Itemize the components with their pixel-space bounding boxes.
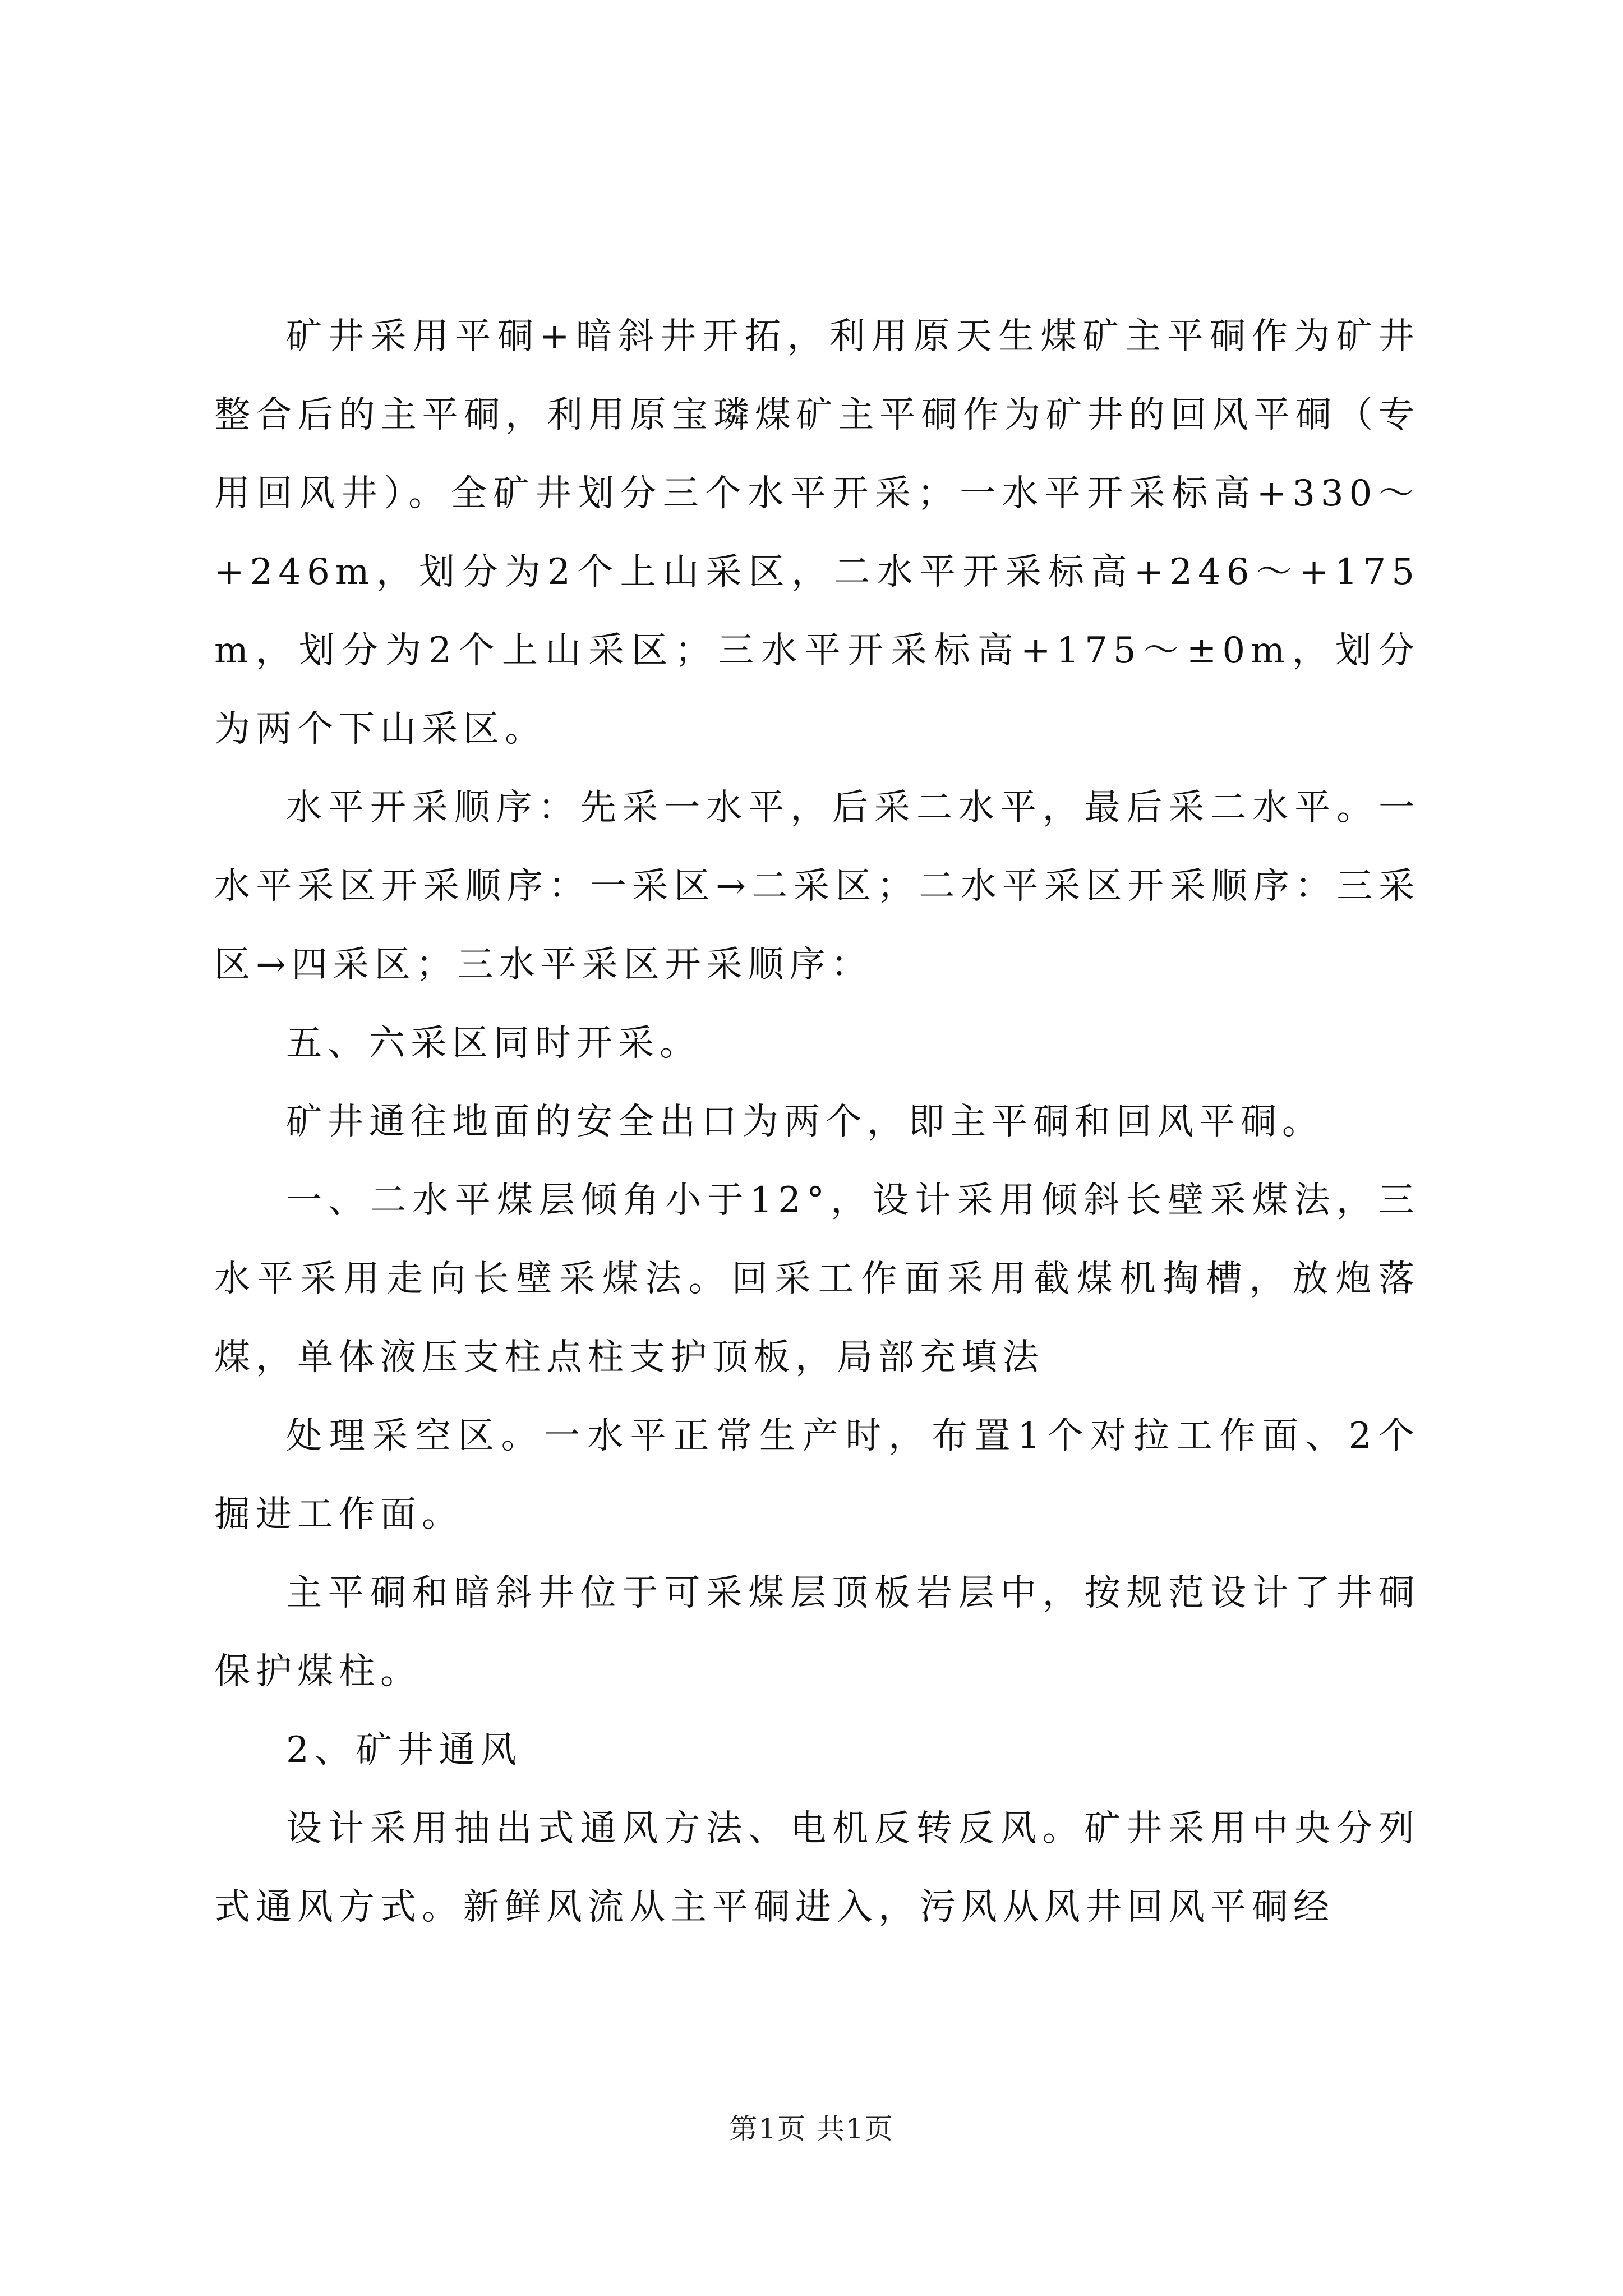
paragraph-ventilation: 设计采用抽出式通风方法、电机反转反风。矿井采用中央分列式通风方式。新鲜风流从主平硐进入，污风从风井回风平硐经 xyxy=(214,1808,1420,1928)
paragraph-mining-sequence: 水平开采顺序：先采一水平，后采二水平，最后采二水平。一水平采区开采顺序：一采区→二采区；二水平采区开采顺序：三采区→四采区；三水平采区开采顺序： xyxy=(214,787,1420,986)
paragraph-safety-exits: 矿井通往地面的安全出口为两个，即主平硐和回风平硐。 xyxy=(286,1101,1324,1143)
paragraph-mining-method: 一、二水平煤层倾角小于12°，设计采用倾斜长壁采煤法，三水平采用走向长壁采煤法。回采工作面采用截煤机掏槽，放炮落煤，单体液压支柱点柱支护顶板，局部充填法 xyxy=(214,1180,1420,1378)
paragraph-goaf-treatment: 处理采空区。一水平正常生产时，布置1个对拉工作面、2个掘进工作面。 xyxy=(214,1415,1420,1535)
paragraph-protective-pillar: 主平硐和暗斜井位于可采煤层顶板岩层中，按规范设计了井硐保护煤柱。 xyxy=(214,1572,1420,1692)
section-heading-ventilation: 2、矿井通风 xyxy=(286,1729,522,1771)
paragraph-simultaneous-mining: 五、六采区同时开采。 xyxy=(286,1023,701,1064)
document-body xyxy=(214,297,1420,1947)
page-footer: 第1页 共1页 xyxy=(729,2113,894,2145)
paragraph-development: 矿井采用平硐+暗斜井开拓，利用原天生煤矿主平硐作为矿井整合后的主平硐，利用原宝璘煤矿主平硐作为矿井的回风平硐（专用回风井）。全矿井划分三个水平开采；一水平开采标高+330～+246m，划分为2个上山采区，二水平开采标高+246～+175m，划分为2个上山采区；三水平开采标高+175～±0m，划分为两个下山采区。 xyxy=(214,316,1420,750)
